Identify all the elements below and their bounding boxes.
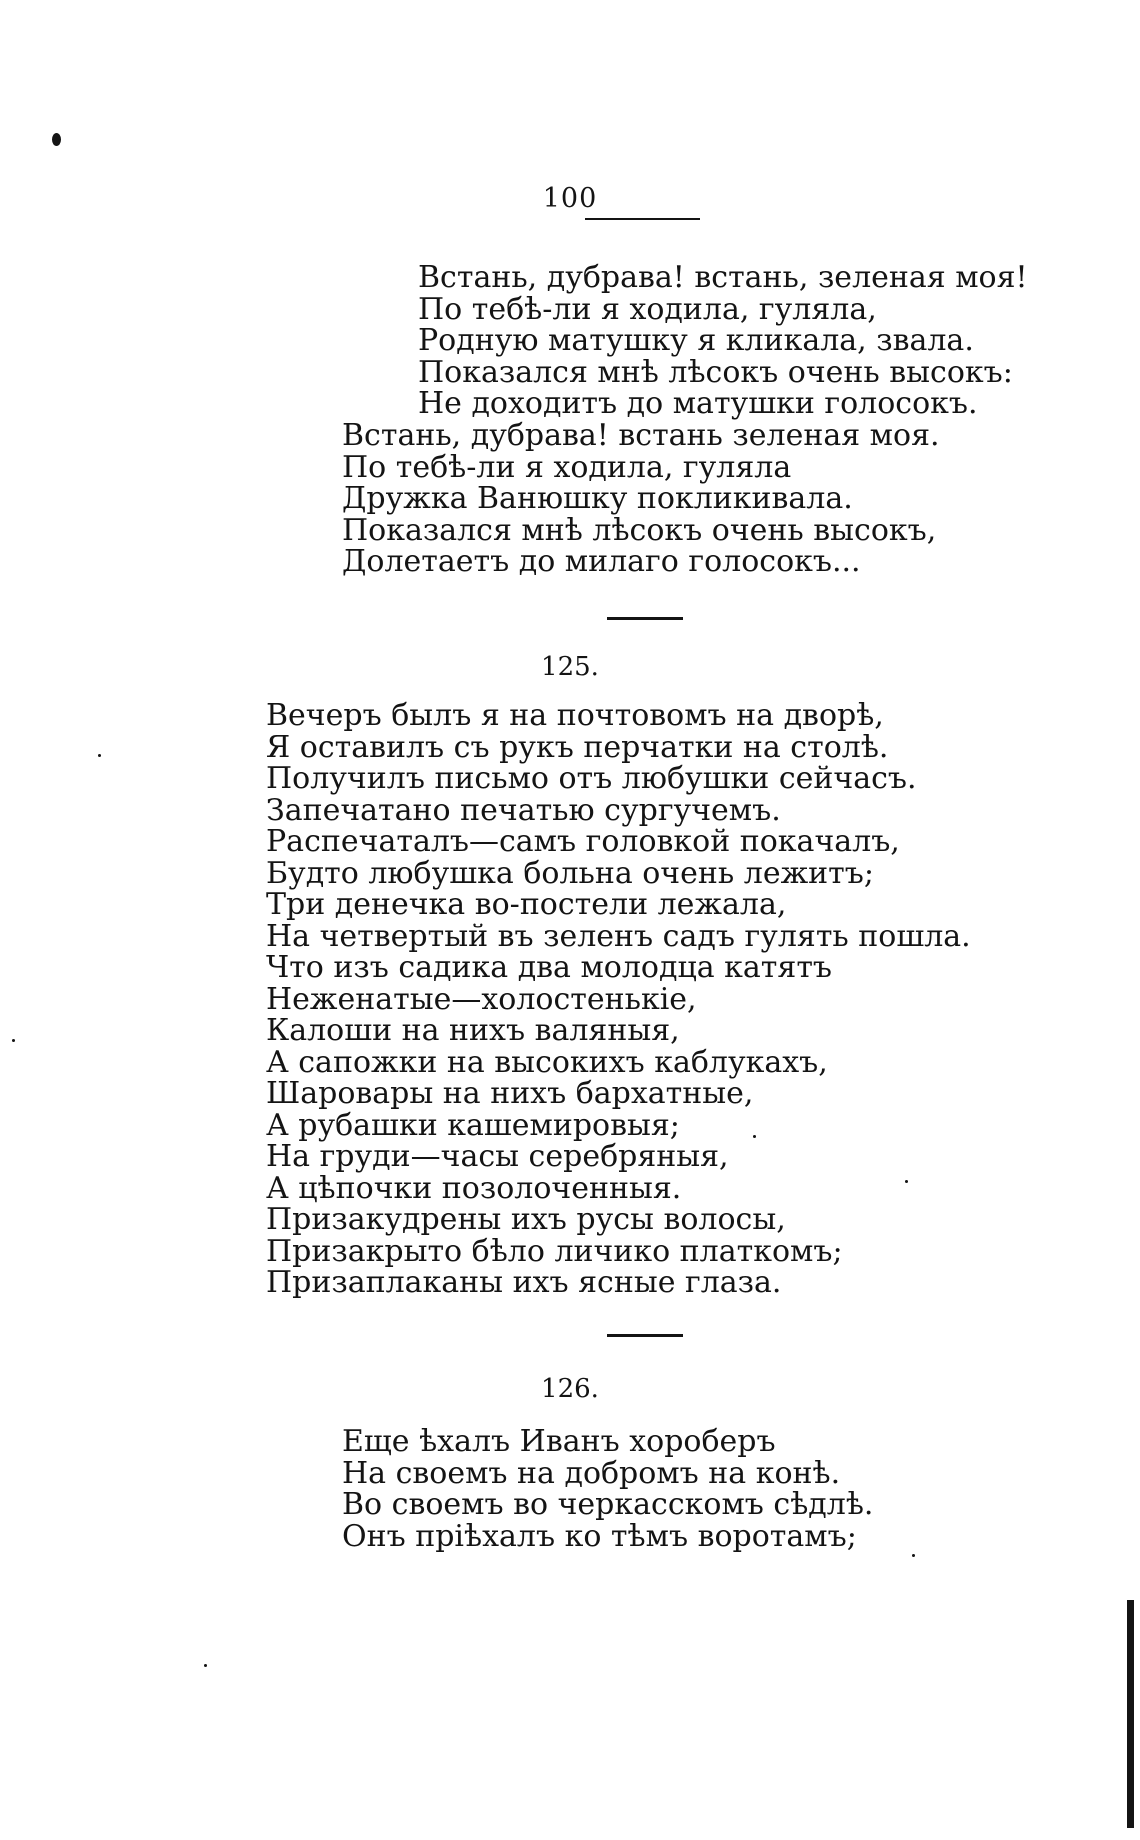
stanza-top [418,262,1028,420]
verse-line: Запечатано печатью сургучемъ. [266,792,781,828]
song-number: 125. [541,652,599,682]
verse-line: Во своемъ во черкасскомъ сѣдлѣ. [342,1487,874,1522]
page-number: 100 [542,183,598,214]
verse-line: Встань, дубрава! встань зеленая моя. [342,418,940,453]
verse-line: А рубашки кашемировыя; [266,1107,680,1143]
verse-line: Вечеръ былъ я на почтовомъ на дворѣ, [266,698,884,733]
verse-line: Калоши на нихъ валяныя, [266,1013,680,1048]
ink-speck [912,1554,915,1557]
verse-line: На своемъ на добромъ на конѣ. [342,1455,841,1491]
song-126-text [342,1426,873,1552]
verse-line: Три денечка во-постели лежала, [266,887,787,922]
verse-line: Показался мнѣ лѣсокъ очень высокъ, [342,512,937,548]
verse-line: А сапожки на высокихъ каблукахъ, [266,1044,828,1080]
verse-line: Получилъ письмо отъ любушки сейчасъ. [266,761,917,796]
verse-line: Призакрыто бѣло личико платкомъ; [266,1233,843,1269]
verse-line: Неженатые—холостенькіе, [266,981,697,1017]
ink-speck [905,1180,908,1183]
verse-line: На груди—часы серебряныя, [266,1139,729,1174]
verse-line: Что изъ садика два молодца катятъ [266,950,833,985]
verse-line: Распечаталъ—самъ головкой покачалъ, [266,824,900,859]
verse-line: Не доходитъ до матушки голосокъ. [418,386,978,421]
verse-line: Призакудрены ихъ русы волосы, [266,1202,786,1237]
verse-line: На четвертый въ зеленъ садъ гулять пошла. [266,918,971,954]
verse-line: Встань, дубрава! встань, зеленая моя! [418,260,1028,295]
verse-line: По тебѣ-ли я ходила, гуляла, [418,291,877,327]
section-divider [607,1334,683,1337]
ink-speck [98,754,101,757]
verse-line: Онъ пріѣхалъ ко тѣмъ воротамъ; [342,1518,857,1554]
ink-speck [12,1039,15,1042]
page-edge-shadow [1127,1600,1134,1828]
verse-line: Показался мнѣ лѣсокъ очень высокъ: [418,354,1013,390]
verse-line: Будто любушка больна очень лежитъ; [266,855,874,891]
verse-line: Шаровары на нихъ бархатные, [266,1076,754,1111]
verse-line: Еще ѣхалъ Иванъ хороберъ [342,1424,776,1459]
song-125-text [266,700,971,1299]
header-rule [585,218,700,220]
song-number: 126. [541,1374,599,1404]
verse-line: Дружка Ванюшку покликивала. [342,481,853,516]
verse-line: По тебѣ-ли я ходила, гуляла [342,449,792,485]
verse-line: Долетаетъ до милаго голосокъ... [342,544,861,579]
stanza-second [342,420,940,578]
verse-line: Я оставилъ съ рукъ перчатки на столѣ. [266,729,889,765]
ink-speck [52,133,61,146]
ink-speck [204,1664,207,1667]
verse-line: Призаплаканы ихъ ясные глаза. [266,1265,782,1300]
ink-speck [753,1135,756,1138]
verse-line: А цѣпочки позолоченныя. [266,1170,682,1206]
verse-line: Родную матушку я кликала, звала. [418,323,974,358]
section-divider [607,617,683,620]
